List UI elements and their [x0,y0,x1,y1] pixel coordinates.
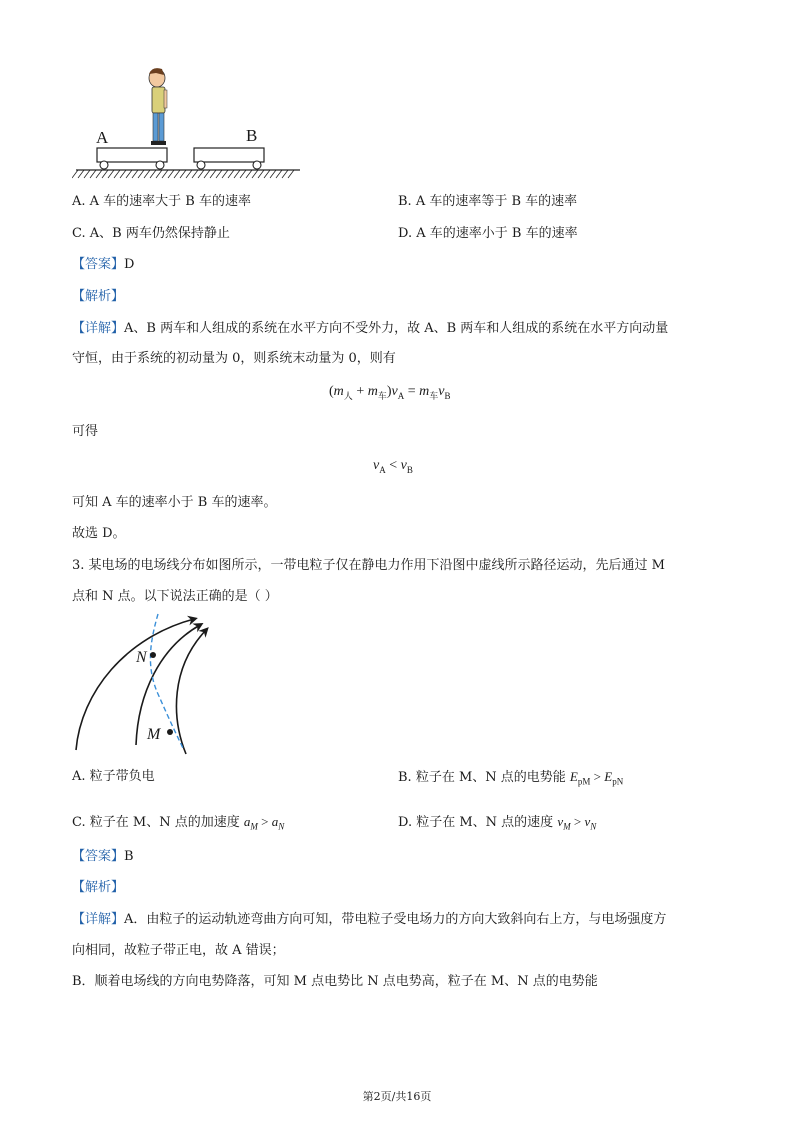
detail-tag: 【详解】 [72,321,125,336]
q2-option-d: D. A 车的速率小于 B 车的速率 [398,226,578,241]
ground-hatch [228,170,234,178]
ground-hatch [174,170,180,178]
answer-value: B [124,849,134,864]
point-m [167,729,173,735]
ground-hatch [234,170,240,178]
q2-choose: 故选 D。 [72,526,126,541]
ground-hatch [282,170,288,178]
ground-hatch [120,170,126,178]
q2-detail-line2: 守恒，由于系统的初动量为 0，则系统末动量为 0，则有 [72,351,396,366]
answer-tag: 【答案】 [72,257,125,272]
q2-analysis-tag: 【解析】 [72,289,125,304]
ground-hatch [72,170,78,178]
label-m: M [147,726,161,743]
q2-kede: 可得 [72,424,99,439]
q3-stem-line2: 点和 N 点。以下说法正确的是（ ） [72,589,278,604]
ground-hatch [150,170,156,178]
q3-option-d: D. 粒子在 M、N 点的速度 $v_M > v_N$ [398,814,597,832]
q2-option-a: A. A 车的速率大于 B 车的速率 [72,194,251,209]
ground-hatch [264,170,270,178]
q2-detail-line1 [72,320,668,338]
q2-option-b: B. A 车的速率等于 B 车的速率 [398,194,578,209]
ground-line [72,170,300,178]
ground-hatch [246,170,252,178]
q3-detail-line3: B．顺着电场线的方向电势降落，可知 M 点电势比 N 点电势高，粒子在 M、N 点的电势能 [72,974,598,989]
ground-hatch [108,170,114,178]
ground-hatch [138,170,144,178]
answer-value: D [124,257,135,272]
field-line-2 [136,625,200,745]
q3-option-a: A. 粒子带负电 [72,769,155,784]
q3-stem-line1: 3. 某电场的电场线分布如图所示，一带电粒子仅在静电力作用下沿图中虚线所示路径运动，先后通过 M [72,558,665,573]
ground-hatch [216,170,222,178]
ground-hatch [252,170,258,178]
ground-hatch [204,170,210,178]
q3-option-b: B. 粒子在 M、N 点的电势能 $E_{pM} > E_{pN}$ [398,769,624,787]
ground-hatch [192,170,198,178]
field-line-1 [76,619,194,750]
answer-tag: 【答案】 [72,849,125,864]
page-footer: 第2页/共16页 [362,1090,432,1103]
q3-analysis-tag: 【解析】 [72,880,125,895]
ground-hatch [144,170,150,178]
person-illustration [149,68,167,145]
ground-hatch [162,170,168,178]
q3-detail-line2: 向相同，故粒子带正电，故 A 错误； [72,943,285,958]
ground-hatch [90,170,96,178]
ground-hatch [258,170,264,178]
label-b: B [246,126,258,145]
detail-text: A．由粒子的运动轨迹弯曲方向可知，带电粒子受电场力的方向大致斜向右上方，与电场强度方 [124,912,667,927]
ground-hatch [156,170,162,178]
q2-conclusion: 可知 A 车的速率小于 B 车的速率。 [72,495,277,510]
ground-hatch [240,170,246,178]
ground-hatch [186,170,192,178]
ground-hatch [276,170,282,178]
ground-hatch [84,170,90,178]
q2-answer [72,256,134,274]
label-n: N [136,649,147,666]
q3-detail-line1 [72,911,666,929]
ground-hatch [180,170,186,178]
ground-hatch [114,170,120,178]
ground-hatch [270,170,276,178]
q3-option-c: C. 粒子在 M、N 点的加速度 $a_M > a_N$ [72,814,285,832]
q3-answer [72,848,134,866]
carts-figure [72,64,312,184]
cart-a [97,148,167,169]
label-a: A [96,128,109,147]
ground-hatch [210,170,216,178]
ground-hatch [168,170,174,178]
ground-hatch [102,170,108,178]
equation-momentum: $(m_人 + m_车)v_A = m_车v_B$ [329,384,451,401]
ground-hatch [96,170,102,178]
detail-tag: 【详解】 [72,912,125,927]
q2-option-c: C. A、B 两车仍然保持静止 [72,226,230,241]
detail-text: A、B 两车和人组成的系统在水平方向不受外力，故 A、B 两车和人组成的系统在水平方向动量 [124,321,669,336]
cart-b [194,148,264,169]
field-line-3 [176,630,206,754]
field-figure [66,612,226,757]
ground-hatch [78,170,84,178]
ground-hatch [126,170,132,178]
equation-velocity: $v_A < v_B$ [373,458,413,475]
ground-hatch [132,170,138,178]
ground-hatch [288,170,294,178]
point-n [150,652,156,658]
ground-hatch [198,170,204,178]
ground-hatch [222,170,228,178]
